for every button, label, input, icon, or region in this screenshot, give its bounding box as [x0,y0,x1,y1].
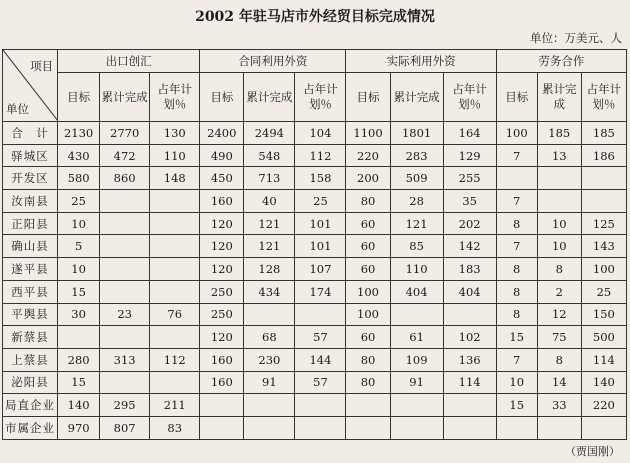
row-label: 新蔡县 [3,326,58,349]
group-header-export: 出口创汇 [58,50,200,73]
table-row [3,416,627,439]
table-cell: 102 [443,326,496,349]
table-cell: 7 [496,235,537,258]
subheader-target: 目标 [58,73,100,122]
row-label: 确山县 [3,235,58,258]
table-cell [295,303,346,326]
table-cell [537,416,581,439]
table-cell: 434 [244,280,295,303]
table-row [3,258,627,281]
corner-cell [3,50,58,122]
table-cell [100,235,150,258]
table-cell: 807 [100,416,150,439]
table-cell [100,212,150,235]
table-cell: 148 [150,167,200,190]
author-credit: （贾国刚） [565,445,620,458]
table-cell: 40 [244,190,295,213]
table-cell [150,371,200,394]
table-row [3,167,627,190]
table-cell: 120 [200,212,244,235]
table-cell: 100 [346,303,390,326]
table-cell [150,235,200,258]
table-cell [496,416,537,439]
table-cell: 313 [100,348,150,371]
table-cell: 140 [58,394,100,417]
table-cell: 25 [581,280,626,303]
table-cell: 295 [100,394,150,417]
table-cell: 404 [443,280,496,303]
table-cell: 91 [244,371,295,394]
table-cell: 142 [443,235,496,258]
table-cell: 143 [581,235,626,258]
table-cell [100,190,150,213]
table-cell [390,394,443,417]
table-cell: 15 [58,280,100,303]
table-cell: 28 [390,190,443,213]
table-cell: 183 [443,258,496,281]
table-cell: 57 [295,371,346,394]
table-cell: 160 [200,371,244,394]
table-cell: 80 [346,348,390,371]
subheader-percent-of-plan: 占年计划％ [150,73,200,122]
table-cell: 15 [58,371,100,394]
row-label: 西平县 [3,280,58,303]
subheader-cumulative: 累计完成 [537,73,581,122]
table-cell: 109 [390,348,443,371]
table-cell: 211 [150,394,200,417]
table-cell: 13 [537,144,581,167]
table-cell: 60 [346,235,390,258]
table-cell: 35 [443,190,496,213]
table-cell: 158 [295,167,346,190]
row-label: 泌阳县 [3,371,58,394]
table-cell [443,416,496,439]
table-cell: 8 [537,348,581,371]
table-cell: 10 [58,212,100,235]
table-cell: 150 [581,303,626,326]
subheader-target: 目标 [496,73,537,122]
table-cell: 68 [244,326,295,349]
table-row [3,280,627,303]
table-cell: 128 [244,258,295,281]
statistics-table [2,49,627,440]
table-cell: 100 [496,122,537,145]
table-cell: 120 [200,258,244,281]
table-cell: 10 [58,258,100,281]
unit-note: 单位：万美元、人 [530,31,622,45]
table-cell: 500 [581,326,626,349]
table-row [3,122,627,145]
table-cell: 100 [346,280,390,303]
row-label: 开发区 [3,167,58,190]
subheader-row [3,73,627,122]
table-cell: 101 [295,212,346,235]
table-cell: 112 [295,144,346,167]
table-cell: 23 [100,303,150,326]
table-cell: 200 [346,167,390,190]
table-cell: 160 [200,348,244,371]
subheader-cumulative: 累计完成 [244,73,295,122]
row-label: 驿城区 [3,144,58,167]
table-cell: 509 [390,167,443,190]
table-cell: 121 [390,212,443,235]
table-cell [100,280,150,303]
table-cell: 250 [200,303,244,326]
table-cell [244,303,295,326]
row-label: 合 计 [3,122,58,145]
table-cell: 91 [390,371,443,394]
table-cell: 8 [496,258,537,281]
table-cell: 12 [537,303,581,326]
table-cell: 33 [537,394,581,417]
table-cell [581,416,626,439]
table-cell: 125 [581,212,626,235]
table-cell: 25 [58,190,100,213]
row-label: 正阳县 [3,212,58,235]
table-cell: 114 [443,371,496,394]
subheader-target: 目标 [200,73,244,122]
table-cell: 970 [58,416,100,439]
table-row [3,348,627,371]
table-row [3,326,627,349]
table-cell: 8 [537,258,581,281]
table-cell: 75 [537,326,581,349]
table-cell [496,167,537,190]
table-cell: 450 [200,167,244,190]
table-cell: 140 [581,371,626,394]
table-cell: 8 [496,303,537,326]
table-cell: 174 [295,280,346,303]
table-cell: 130 [150,122,200,145]
table-cell [443,303,496,326]
table-cell: 57 [295,326,346,349]
table-cell: 60 [346,212,390,235]
table-cell [443,394,496,417]
table-cell: 30 [58,303,100,326]
group-header-labor-cooperation: 劳务合作 [496,50,626,73]
table-row [3,394,627,417]
table-cell [581,190,626,213]
table-cell [58,326,100,349]
table-cell: 61 [390,326,443,349]
table-cell [581,167,626,190]
table-cell: 250 [200,280,244,303]
table-cell: 80 [346,190,390,213]
table-cell: 160 [200,190,244,213]
table-cell: 10 [537,235,581,258]
table-cell: 186 [581,144,626,167]
subheader-percent-of-plan: 占年计划％ [443,73,496,122]
group-header-actual-foreign-capital: 实际利用外资 [346,50,496,73]
table-cell: 1801 [390,122,443,145]
table-cell: 15 [496,394,537,417]
table-cell: 14 [537,371,581,394]
table-cell: 255 [443,167,496,190]
group-header-contract-foreign-capital: 合同利用外资 [200,50,346,73]
table-cell: 220 [346,144,390,167]
table-cell: 76 [150,303,200,326]
table-cell: 8 [496,212,537,235]
table-cell: 112 [150,348,200,371]
table-cell: 7 [496,190,537,213]
table-cell: 280 [58,348,100,371]
table-cell [390,416,443,439]
table-cell [150,258,200,281]
table-cell: 404 [390,280,443,303]
table-cell: 2494 [244,122,295,145]
subheader-percent-of-plan: 占年计划％ [295,73,346,122]
table-cell: 7 [496,348,537,371]
table-cell: 7 [496,144,537,167]
table-cell: 100 [581,258,626,281]
table-cell: 8 [496,280,537,303]
table-cell: 80 [346,371,390,394]
table-cell: 580 [58,167,100,190]
table-cell: 283 [390,144,443,167]
table-row [3,371,627,394]
table-cell: 860 [100,167,150,190]
table-cell: 121 [244,235,295,258]
row-label: 汝南县 [3,190,58,213]
subheader-cumulative: 累计完成 [100,73,150,122]
table-cell [150,326,200,349]
subheader-percent-of-plan: 占年计划％ [581,73,626,122]
table-cell [244,394,295,417]
table-cell [537,167,581,190]
table-cell: 83 [150,416,200,439]
table-cell: 25 [295,190,346,213]
table-cell: 2770 [100,122,150,145]
table-cell [390,303,443,326]
table-cell: 120 [200,326,244,349]
row-label: 上蔡县 [3,348,58,371]
table-row [3,190,627,213]
table-cell: 136 [443,348,496,371]
table-cell: 185 [581,122,626,145]
table-cell: 230 [244,348,295,371]
table-cell [346,394,390,417]
table-cell: 129 [443,144,496,167]
table-cell [537,190,581,213]
table-cell: 60 [346,258,390,281]
table-cell [200,416,244,439]
row-label: 市属企业 [3,416,58,439]
table-cell: 5 [58,235,100,258]
table-cell: 101 [295,235,346,258]
table-cell [244,416,295,439]
table-row [3,144,627,167]
table-cell: 121 [244,212,295,235]
table-cell [200,394,244,417]
corner-label-item: 项目 [30,59,54,73]
table-cell: 202 [443,212,496,235]
table-row [3,235,627,258]
table-cell: 114 [581,348,626,371]
table-cell: 110 [150,144,200,167]
table-cell: 164 [443,122,496,145]
table-cell [100,371,150,394]
table-cell: 1100 [346,122,390,145]
table-cell: 713 [244,167,295,190]
table-cell: 104 [295,122,346,145]
table-cell: 10 [496,371,537,394]
page-title: 2002 年驻马店市外经贸目标完成情况 [195,9,435,25]
table-cell: 2 [537,280,581,303]
subheader-cumulative: 累计完成 [390,73,443,122]
row-label: 局直企业 [3,394,58,417]
table-cell [295,394,346,417]
table-cell: 15 [496,326,537,349]
table-cell [346,416,390,439]
table-cell [150,190,200,213]
table-cell: 2130 [58,122,100,145]
table-cell [295,416,346,439]
table-cell: 2400 [200,122,244,145]
table-cell: 107 [295,258,346,281]
row-label: 遂平县 [3,258,58,281]
table-cell: 472 [100,144,150,167]
table-cell: 85 [390,235,443,258]
table-cell: 110 [390,258,443,281]
table-cell: 144 [295,348,346,371]
table-cell: 220 [581,394,626,417]
table-cell: 60 [346,326,390,349]
table-cell [100,258,150,281]
table-cell: 185 [537,122,581,145]
table-cell: 490 [200,144,244,167]
table-cell: 120 [200,235,244,258]
table-cell: 10 [537,212,581,235]
row-label: 平舆县 [3,303,58,326]
table-cell: 430 [58,144,100,167]
table-row [3,212,627,235]
table-row [3,303,627,326]
table-cell [150,280,200,303]
subheader-target: 目标 [346,73,390,122]
table-cell [100,326,150,349]
corner-label-unit: 单位 [6,102,29,116]
table-cell: 548 [244,144,295,167]
table-cell [150,212,200,235]
